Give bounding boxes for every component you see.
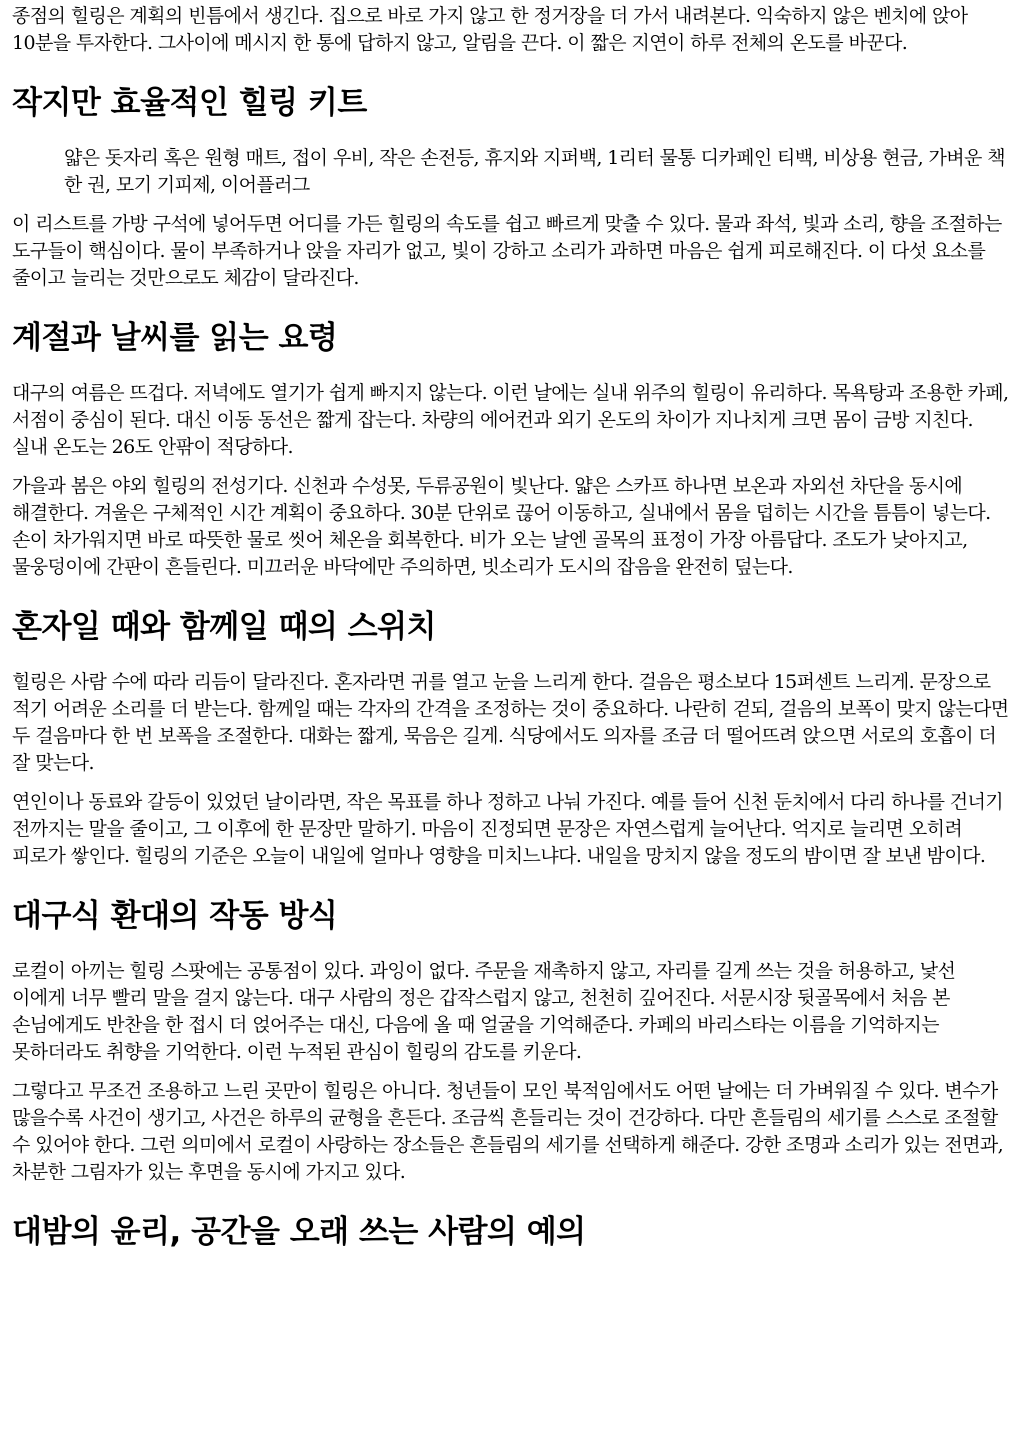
section-heading-night-ethics: 대밤의 윤리, 공간을 오래 쓰는 사람의 예의 bbox=[12, 1214, 586, 1250]
intro-paragraph: 종점의 힐링은 계획의 빈틈에서 생긴다. 집으로 바로 가지 않고 한 정거장을 더 가서 내려본다. 익숙하지 않은 벤치에 앉아 10분을 투자한다. 그사이에 메시지 한 통에 답하지 않고, 알림을 끈다. 이 짧은 지연이 하루 전체의 온도를 바꾼다. bbox=[12, 5, 968, 54]
daegu-paragraph-local-spots: 로컬이 아끼는 힐링 스팟에는 공통점이 있다. 과잉이 없다. 주문을 재촉하지 않고, 자리를 길게 쓰는 것을 허용하고, 낯선 이에게 너무 빨리 말을 걸지 않는다. 대구 사람의 정은 갑작스럽지 않고, 천천히 깊어진다. 서문시장 뒷골목에서 처음 본 손님에게도 반찬을 한 접시 더 얹어주는 대신, 다음에 올 때 얼굴을 기억해준다. 카페의 바리스타는 이름을 기억하지는 못하더라도 취향을 기억한다. 이런 누적된 관심이 힐링의 감도를 키운다. bbox=[12, 960, 956, 1063]
article bbox=[0, 3, 1024, 1250]
switch-paragraph-conflict: 연인이나 동료와 갈등이 있었던 날이라면, 작은 목표를 하나 정하고 나눠 가진다. 예를 들어 신천 둔치에서 다리 하나를 건너기 전까지는 말을 줄이고, 그 이후에 한 문장만 말하기. 마음이 진정되면 문장은 자연스럽게 늘어난다. 억지로 늘리면 오히려 피로가 쌓인다. 힐링의 기준은 오늘이 내일에 얼마나 영향을 미치느냐다. 내일을 망치지 않을 정도의 밤이면 잘 보낸 밤이다. bbox=[12, 791, 1004, 867]
section-heading-season-weather: 계절과 날씨를 읽는 요령 bbox=[12, 320, 338, 356]
section-heading-healing-kit: 작지만 효율적인 힐링 키트 bbox=[12, 85, 367, 121]
healing-kit-list: 얇은 돗자리 혹은 원형 매트, 접이 우비, 작은 손전등, 휴지와 지퍼백, 1리터 물통 디카페인 티백, 비상용 현금, 가벼운 책 한 권, 모기 기피제, 이어플러그 bbox=[64, 147, 1005, 196]
healing-kit-paragraph: 이 리스트를 가방 구석에 넣어두면 어디를 가든 힐링의 속도를 쉽고 빠르게 맞출 수 있다. 물과 좌석, 빛과 소리, 향을 조절하는 도구들이 핵심이다. 물이 부족하거나 앉을 자리가 없고, 빛이 강하고 소리가 과하면 마음은 쉽게 피로해진다. 이 다섯 요소를 줄이고 늘리는 것만으로도 체감이 달라진다. bbox=[12, 213, 1002, 289]
daegu-paragraph-balance: 그렇다고 무조건 조용하고 느린 곳만이 힐링은 아니다. 청년들이 모인 북적임에서도 어떤 날에는 더 가벼워질 수 있다. 변수가 많을수록 사건이 생기고, 사건은 하루의 균형을 흔든다. 조금씩 흔들리는 것이 건강하다. 다만 흔들림의 세기를 스스로 조절할 수 있어야 한다. 그런 의미에서 로컬이 사랑하는 장소들은 흔들림의 세기를 선택하게 해준다. 강한 조명과 소리가 있는 전면과, 차분한 그림자가 있는 후면을 동시에 가지고 있다. bbox=[12, 1080, 1004, 1183]
season-paragraph-autumn-spring: 가을과 봄은 야외 힐링의 전성기다. 신천과 수성못, 두류공원이 빛난다. 얇은 스카프 하나면 보온과 자외선 차단을 동시에 해결한다. 겨울은 구체적인 시간 계획이 중요하다. 30분 단위로 끊어 이동하고, 실내에서 몸을 덥히는 시간을 틈틈이 넣는다. 손이 차가워지면 바로 따뜻한 물로 씻어 체온을 회복한다. 비가 오는 날엔 골목의 표정이 가장 아름답다. 조도가 낮아지고, 물웅덩이에 간판이 흔들린다. 미끄러운 바닥에만 주의하면, 빗소리가 도시의 잡음을 완전히 덮는다. bbox=[12, 475, 991, 578]
section-heading-daegu-hospitality: 대구식 환대의 작동 방식 bbox=[12, 898, 338, 934]
switch-paragraph-rhythm: 힐링은 사람 수에 따라 리듬이 달라진다. 혼자라면 귀를 열고 눈을 느리게 한다. 걸음은 평소보다 15퍼센트 느리게. 문장으로 적기 어려운 소리를 더 받는다. 함께일 때는 각자의 간격을 조정하는 것이 중요하다. 나란히 걷되, 걸음의 보폭이 맞지 않는다면 두 걸음마다 한 번 보폭을 조절한다. 대화는 짧게, 묵음은 길게. 식당에서도 의자를 조금 더 떨어뜨려 앉으면 서로의 호흡이 더 잘 맞는다. bbox=[12, 671, 1009, 774]
season-paragraph-summer: 대구의 여름은 뜨겁다. 저녁에도 열기가 쉽게 빠지지 않는다. 이런 날에는 실내 위주의 힐링이 유리하다. 목욕탕과 조용한 카페, 서점이 중심이 된다. 대신 이동 동선은 짧게 잡는다. 차량의 에어컨과 외기 온도의 차이가 지나치게 크면 몸이 금방 지친다. 실내 온도는 26도 안팎이 적당하다. bbox=[12, 382, 1009, 458]
section-heading-alone-together: 혼자일 때와 함께일 때의 스위치 bbox=[12, 609, 436, 645]
